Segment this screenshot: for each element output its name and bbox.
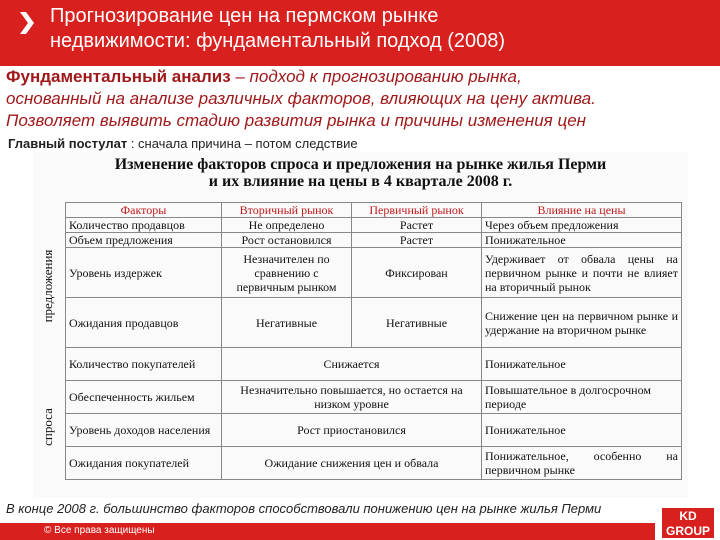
table-header-row [66, 203, 682, 218]
group-label-supply-text: предложения [40, 249, 55, 323]
table-row [66, 348, 682, 381]
table-title [33, 156, 688, 190]
row-impact: Повышательное в долгосрочном периоде [482, 381, 682, 414]
header-price-impact: Влияние на цены [482, 203, 682, 218]
intro-line-2: основанный на анализе различных факторов, влияющих на цену актива. [6, 89, 596, 108]
row-secondary: Незначителен по сравнению с первичным рынком [222, 248, 352, 298]
row-secondary: Негативные [222, 298, 352, 348]
row-factor: Ожидания покупателей [66, 447, 222, 480]
row-market-change: Рост приостановился [222, 414, 482, 447]
row-primary: Негативные [352, 298, 482, 348]
row-impact: Снижение цен на первичном рынке и удержание на вторичном рынке [482, 298, 682, 348]
row-primary: Растет [352, 233, 482, 248]
intro-line-3: Позволяет выявить стадию развития рынка и причины изменения цен [6, 111, 587, 130]
row-impact: Через объем предложения [482, 218, 682, 233]
intro-text-1: – подход к прогнозированию рынка, [230, 67, 522, 86]
title-line-1: Прогнозирование цен на пермском рынке [50, 5, 439, 27]
page-title [50, 4, 715, 54]
row-secondary: Не определено [222, 218, 352, 233]
row-impact: Понижательное [482, 348, 682, 381]
row-impact: Удерживает от обвала цены на первичном рынке и почти не влияет на вторичный рынок [482, 248, 682, 298]
logo-line-1: KD [679, 509, 697, 523]
table-row [66, 414, 682, 447]
row-impact: Понижательное, особенно на первичном рынке [482, 447, 682, 480]
table-title-line-1: Изменение факторов спроса и предложения на рынке жилья Перми [114, 156, 607, 173]
header-secondary-market: Вторичный рынок [222, 203, 352, 218]
logo-line-2: GROUP [665, 524, 710, 538]
row-factor: Количество продавцов [66, 218, 222, 233]
row-factor: Объем предложения [66, 233, 222, 248]
intro-line-1 [6, 66, 718, 88]
row-primary: Растет [352, 218, 482, 233]
chevron-right-icon [20, 12, 34, 34]
row-factor: Обеспеченность жильем [66, 381, 222, 414]
copyright-text: © Все права защищены [44, 525, 155, 536]
main-postulate [8, 136, 358, 151]
conclusion-note: В конце 2008 г. большинство факторов способствовали понижению цен на рынке жилья Перми [6, 501, 602, 516]
row-factor: Уровень издержек [66, 248, 222, 298]
postulate-text: : сначала причина – потом следствие [127, 136, 358, 151]
company-logo [662, 508, 714, 538]
row-factor: Уровень доходов населения [66, 414, 222, 447]
title-line-2: недвижимости: фундаментальный подход (2008) [50, 30, 506, 52]
footer-bar [0, 523, 655, 540]
intro-text [6, 66, 718, 132]
row-secondary: Рост остановился [222, 233, 352, 248]
table-row [66, 381, 682, 414]
group-label-demand-text: спроса [40, 408, 55, 446]
header-bar [0, 0, 720, 66]
intro-term: Фундаментальный анализ [6, 67, 231, 86]
row-market-change: Ожидание снижения цен и обвала [222, 447, 482, 480]
table-row [66, 447, 682, 480]
row-market-change: Незначительно повышается, но остается на низком уровне [222, 381, 482, 414]
postulate-label: Главный постулат [8, 136, 128, 151]
row-impact: Понижательное [482, 414, 682, 447]
header-primary-market: Первичный рынок [352, 203, 482, 218]
row-primary: Фиксирован [352, 248, 482, 298]
factors-table [65, 202, 682, 480]
row-factor: Количество покупателей [66, 348, 222, 381]
group-label-demand [33, 358, 63, 496]
header-factors: Факторы [66, 203, 222, 218]
table-title-line-2: и их влияние на цены в 4 квартале 2008 г. [208, 173, 513, 190]
table-row [66, 248, 682, 298]
row-market-change: Снижается [222, 348, 482, 381]
table-row [66, 298, 682, 348]
group-label-supply [33, 216, 63, 356]
row-factor: Ожидания продавцов [66, 298, 222, 348]
row-impact: Понижательное [482, 233, 682, 248]
table-row [66, 233, 682, 248]
table-row [66, 218, 682, 233]
